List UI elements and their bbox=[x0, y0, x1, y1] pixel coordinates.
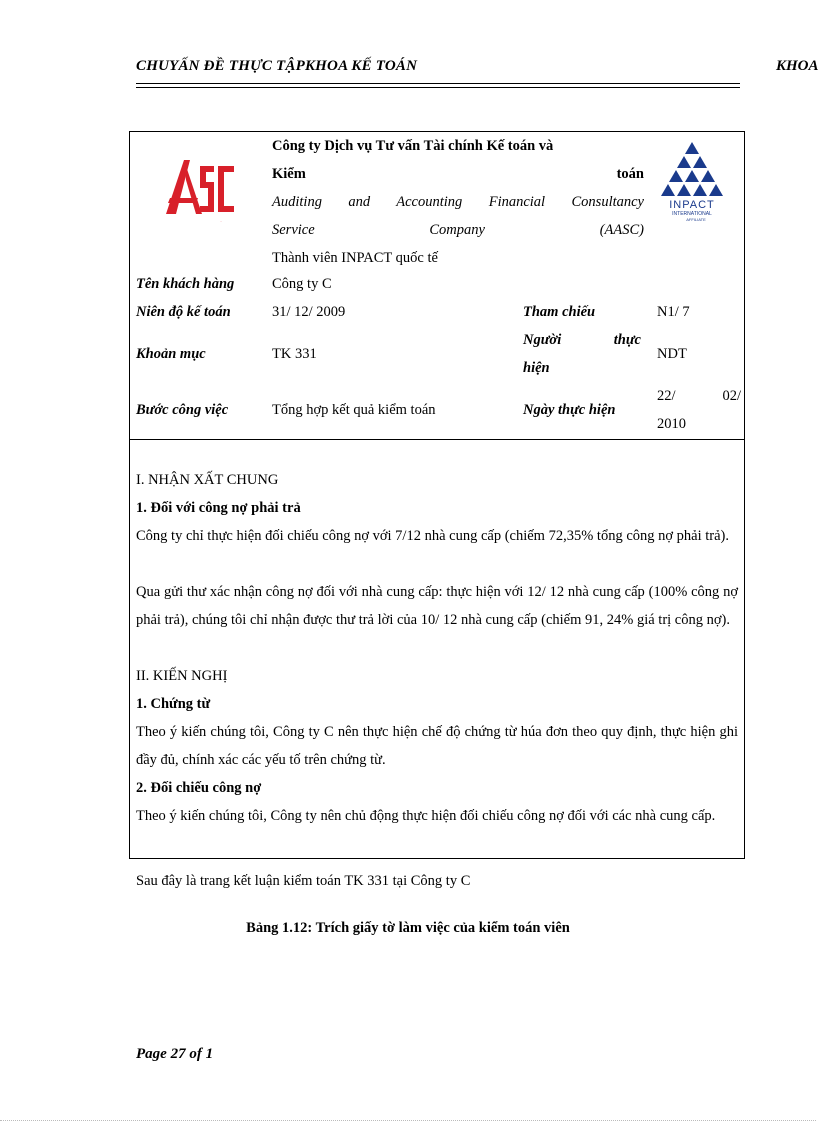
period-label: Niên độ kế toán bbox=[136, 304, 231, 320]
company-info bbox=[272, 132, 644, 272]
date-label: Ngày thực hiện bbox=[523, 402, 616, 418]
page-header-right: KHOA bbox=[776, 58, 819, 74]
inpact-logo-sub1: INTERNATIONAL bbox=[672, 211, 712, 217]
company-member: Thành viên INPACT quốc tế bbox=[272, 250, 438, 266]
account-label: Khoản mục bbox=[136, 346, 206, 362]
working-paper-box bbox=[129, 131, 745, 859]
date-value-c: 2010 bbox=[657, 416, 686, 432]
section-heading-2: II. KIẾN NGHỊ bbox=[136, 668, 228, 684]
performer-label-b: thực bbox=[613, 332, 641, 348]
date-value-a: 22/ bbox=[657, 388, 676, 404]
page-footer: Page 27 of 1 bbox=[136, 1046, 214, 1062]
page-header-title: CHUYẤN ĐỀ THỰC TẬPKHOA KẾ TOÁN bbox=[136, 58, 418, 74]
subheading-documents: 1. Chứng từ bbox=[136, 696, 211, 712]
step-value: Tổng hợp kết quả kiểm toán bbox=[272, 402, 436, 418]
performer-label bbox=[523, 326, 641, 354]
subheading-debt-reconciliation: 2. Đối chiếu công nợ bbox=[136, 780, 262, 796]
company-name-line2-left: Kiểm bbox=[272, 166, 306, 182]
reference-label: Tham chiếu bbox=[523, 304, 596, 320]
table-caption: Bảng 1.12: Trích giấy tờ làm việc của kiểm toán viên bbox=[246, 920, 570, 936]
paragraph-debt-reconciliation: Theo ý kiến chúng tôi, Công ty nên chủ động thực hiện đối chiếu công nợ đối với các nhà cung cấp. bbox=[136, 808, 716, 824]
date-value-b: 02/ bbox=[722, 388, 741, 404]
performer-value: NDT bbox=[657, 346, 687, 362]
inpact-logo-icon bbox=[656, 140, 728, 222]
reference-value: N1/ 7 bbox=[657, 304, 690, 320]
section-heading-1: I. NHẬN XẤT CHUNG bbox=[136, 472, 279, 488]
client-value: Công ty C bbox=[272, 276, 332, 292]
date-value-row1 bbox=[657, 382, 741, 410]
company-en-line2-a: Service bbox=[272, 222, 315, 238]
conclusion-intro: Sau đây là trang kết luận kiểm toán TK 331 tại Công ty C bbox=[136, 873, 471, 889]
company-name-line2-right: toán bbox=[616, 166, 644, 182]
company-en-line2-c: (AASC) bbox=[599, 222, 644, 238]
paragraph-documents: Theo ý kiến chúng tôi, Công ty C nên thực hiện chế độ chứng từ húa đơn theo quy định, thực hiện ghi đầy đủ, chính xác các yếu tố trên chứng từ. bbox=[136, 724, 738, 768]
aasc-logo-text: ASC bbox=[220, 222, 222, 223]
header-rule bbox=[136, 83, 740, 84]
performer-label-a: Người bbox=[523, 332, 562, 348]
paragraph-confirmation: Qua gửi thư xác nhận công nợ đối với nhà cung cấp: thực hiện với 12/ 12 nhà cung cấp (100% công nợ phải trả), chúng tôi chỉ nhận được thư trả lời của 10/ 12 nhà cung cấp (chiếm 91, 24% giá trị công nợ). bbox=[136, 584, 738, 628]
company-name-line1: Công ty Dịch vụ Tư vấn Tài chính Kế toán và bbox=[272, 138, 554, 154]
company-en-line1: Auditing and Accounting Financial Consultancy bbox=[272, 194, 644, 210]
paragraph-reconciliation: Công ty chỉ thực hiện đối chiếu công nợ với 7/12 nhà cung cấp (chiếm 72,35% tổng công nợ phải trả). bbox=[136, 528, 730, 544]
period-value: 31/ 12/ 2009 bbox=[272, 304, 346, 320]
section-divider bbox=[130, 439, 744, 440]
bottom-rule bbox=[0, 1120, 816, 1121]
step-label: Bước công việc bbox=[136, 402, 229, 418]
client-label: Tên khách hàng bbox=[136, 276, 235, 292]
subheading-payables: 1. Đối với công nợ phải trả bbox=[136, 500, 301, 516]
inpact-logo-sub2: AFFILIATE bbox=[686, 217, 706, 222]
company-en-line2-b: Company bbox=[429, 222, 485, 238]
header-rule bbox=[136, 87, 740, 88]
aasc-logo-icon bbox=[160, 152, 240, 222]
account-value: TK 331 bbox=[272, 346, 317, 362]
performer-label-c: hiện bbox=[523, 360, 550, 376]
inpact-logo-text: INPACT bbox=[669, 199, 715, 211]
